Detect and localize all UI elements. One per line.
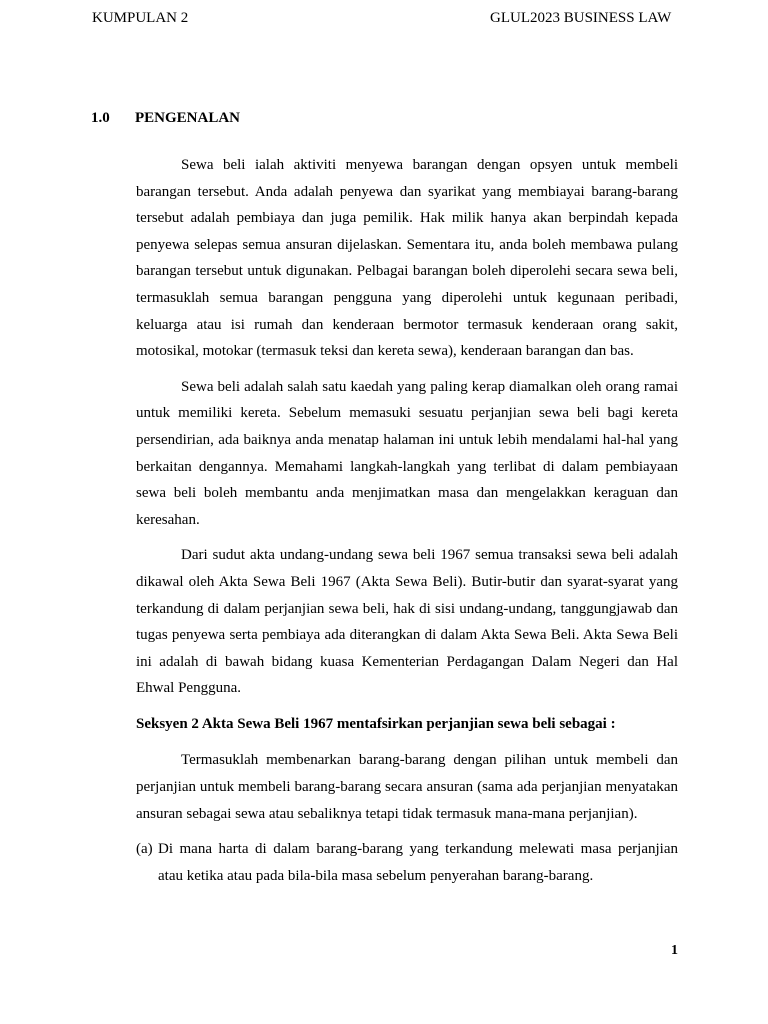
header-group-name: KUMPULAN 2 (92, 10, 189, 26)
header-course-title: GLUL2023 BUSINESS LAW (490, 10, 672, 26)
section-subheading: Seksyen 2 Akta Sewa Beli 1967 mentafsirkan perjanjian sewa beli sebagai : (136, 715, 616, 732)
section-number: 1.0 (91, 110, 110, 126)
list-item (136, 836, 678, 889)
list-marker: (a) (136, 841, 153, 858)
section-title: PENGENALAN (135, 110, 241, 126)
paragraph: Sewa beli ialah aktiviti menyewa barangan dengan opsyen untuk membeli barangan tersebut. Anda adalah penyewa dan syarikat yang membiayai barang-barang tersebut adalah pembiaya dan juga pemilik. Hak milik hanya akan berpindah kepada penyewa selepas semua ansuran dijelaskan. Sementara itu, anda boleh membawa pulang barangan tersebut untuk digunakan. Pelbagai barangan boleh diperolehi secara sewa beli, termasuklah semua barangan pengguna yang diperolehi untuk kegunaan peribadi, keluarga atau isi rumah dan kenderaan bermotor termasuk kenderaan orang sakit, motosikal, motokar (termasuk teksi dan kereta sewa), kenderaan barangan dan bas. (136, 157, 678, 360)
paragraph: Dari sudut akta undang-undang sewa beli 1967 semua transaksi sewa beli adalah dikawal oleh Akta Sewa Beli 1967 (Akta Sewa Beli). Butir-butir dan syarat-syarat yang terkandung di dalam perjanjian sewa beli, hak di sisi undang-undang, tanggungjawab dan tugas penyewa serta pembiaya ada diterangkan di dalam Akta Sewa Beli. Akta Sewa Beli ini adalah di bawah bidang kuasa Kementerian Perdagangan Dalam Negeri dan Hal Ehwal Pengguna. (136, 547, 678, 697)
page-number: 1 (671, 943, 678, 958)
list-item-text: Di mana harta di dalam barang-barang yang terkandung melewati masa perjanjian atau ketika atau pada bila-bila masa sebelum penyerahan barang-barang. (158, 841, 678, 884)
paragraph: Sewa beli adalah salah satu kaedah yang paling kerap diamalkan oleh orang ramai untuk memiliki kereta. Sebelum memasuki sesuatu perjanjian sewa beli bagi kereta persendirian, ada baiknya anda menatap halaman ini untuk lebih mendalami hal-hal yang berkaitan dengannya. Memahami langkah-langkah yang terlibat di dalam pembiayaan sewa beli boleh membantu anda menjimatkan masa dan mengelakkan keraguan dan keresahan. (136, 378, 678, 528)
section-heading (91, 108, 240, 128)
paragraph: Termasuklah membenarkan barang-barang dengan pilihan untuk membeli dan perjanjian untuk membeli barang-barang secara ansuran (sama ada perjanjian menyatakan ansuran sebagai sewa atau sebaliknya tetapi tidak termasuk mana-mana perjanjian). (136, 752, 678, 822)
document-body (136, 152, 678, 889)
